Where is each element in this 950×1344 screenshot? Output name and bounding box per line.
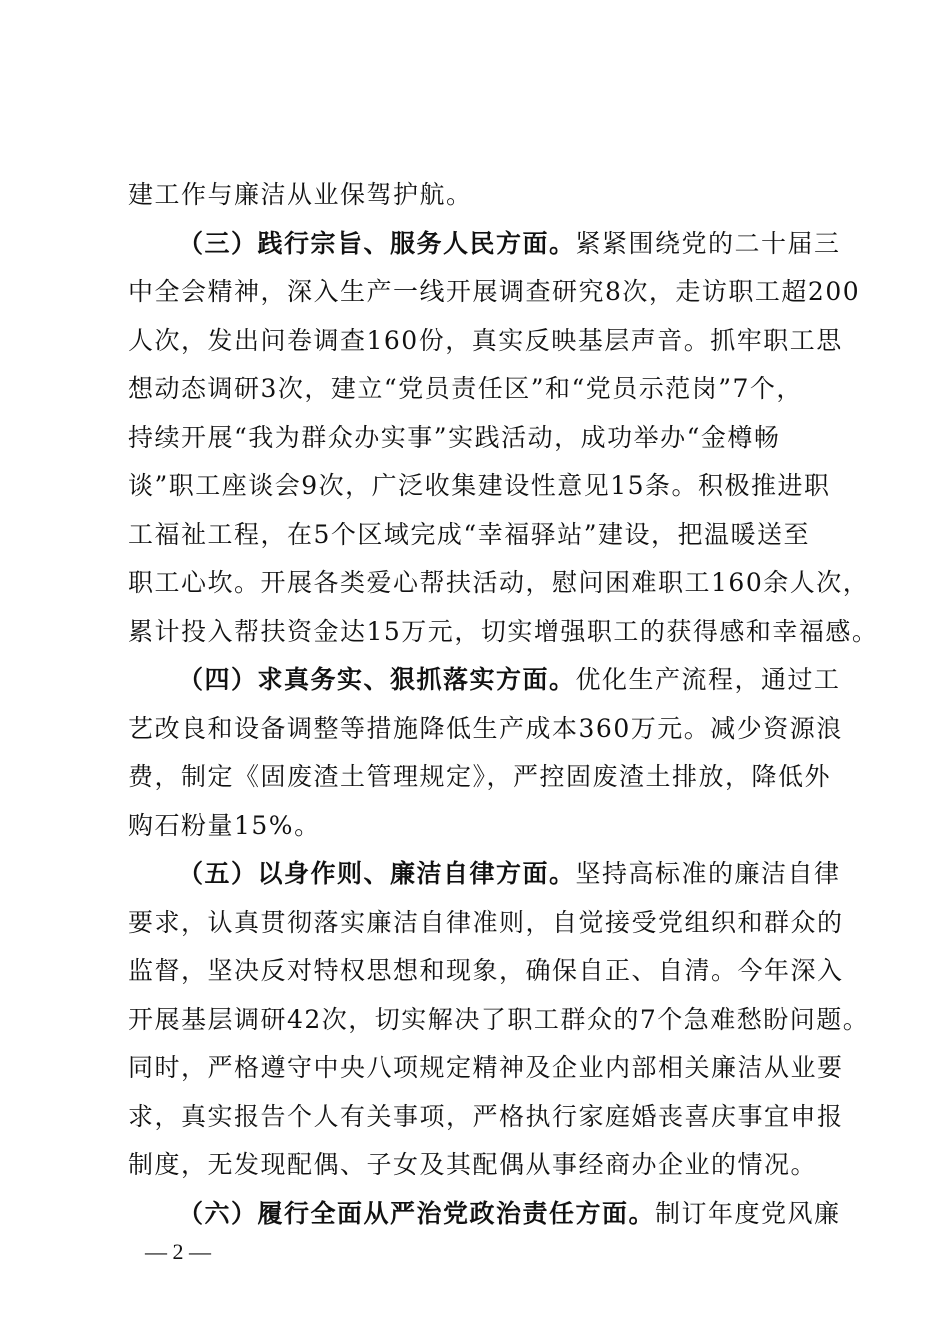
line-text: 紧紧围绕党的二十届三 <box>575 229 841 258</box>
line-text: 建工作与廉洁从业保驾护航。 <box>128 180 473 209</box>
line-text: 持续开展“我为群众办实事”实践活动，成功举办“金樽畅 <box>128 423 781 452</box>
text-line-18 <box>128 1005 869 1035</box>
section-heading-4: （四）求真务实、狠抓落实方面。 <box>178 665 576 694</box>
line-text: 制订年度党风廉 <box>655 1199 841 1228</box>
line-text: 开展基层调研42次，切实解决了职工群众的7个急难愁盼问题。 <box>128 1005 870 1034</box>
line-text: 优化生产流程，通过工 <box>575 665 841 694</box>
text-line-4 <box>128 326 843 356</box>
line-text: 求，真实报告个人有关事项，严格执行家庭婚丧喜庆事宜申报 <box>128 1102 844 1131</box>
page-number: — 2 — <box>145 1239 211 1264</box>
line-text: 人次，发出问卷调查160份，真实反映基层声音。抓牢职工思 <box>128 326 843 355</box>
line-text: 要求，认真贯彻落实廉洁自律准则，自觉接受党组织和群众的 <box>128 908 844 937</box>
text-line-22 <box>178 1199 841 1229</box>
line-text: 职工心坎。开展各类爱心帮扶活动，慰问困难职工160余人次， <box>128 568 870 597</box>
text-line-2 <box>178 229 841 259</box>
line-text: 制度，无发现配偶、子女及其配偶从事经商办企业的情况。 <box>128 1150 818 1179</box>
line-text: 坚持高标准的廉洁自律 <box>575 859 841 888</box>
line-text: 谈”职工座谈会9次，广泛收集建设性意见15条。积极推进职 <box>128 471 831 500</box>
line-text: 累计投入帮扶资金达15万元，切实增强职工的获得感和幸福感。 <box>128 617 879 646</box>
text-line-15 <box>178 859 841 889</box>
line-text: 艺改良和设备调整等措施降低生产成本360万元。减少资源浪 <box>128 714 843 743</box>
text-line-19 <box>128 1053 844 1083</box>
text-line-6 <box>128 423 780 453</box>
text-line-3 <box>128 277 860 307</box>
section-heading-5: （五）以身作则、廉洁自律方面。 <box>178 859 576 888</box>
text-line-12 <box>128 714 843 744</box>
section-heading-6: （六）履行全面从严治党政治责任方面。 <box>178 1199 656 1228</box>
line-text: 同时，严格遵守中央八项规定精神及企业内部相关廉洁从业要 <box>128 1053 844 1082</box>
text-line-9 <box>128 568 869 598</box>
text-line-20 <box>128 1102 844 1132</box>
line-text: 购石粉量15%。 <box>128 811 321 840</box>
line-text: 工福祉工程，在5个区域完成“幸福驿站”建设，把温暖送至 <box>128 520 810 549</box>
line-text: 监督，坚决反对特权思想和现象，确保自正、自清。今年深入 <box>128 956 844 985</box>
text-line-16 <box>128 908 844 938</box>
section-heading-3: （三）践行宗旨、服务人民方面。 <box>178 229 576 258</box>
text-line-17 <box>128 956 844 986</box>
line-text: 费，制定《固废渣土管理规定》，严控固废渣土排放，降低外 <box>128 762 832 791</box>
text-line-10 <box>128 617 878 647</box>
text-line-5 <box>128 374 803 404</box>
line-text: 中全会精神，深入生产一线开展调查研究8次，走访职工超200 <box>128 277 861 306</box>
text-line-7 <box>128 471 831 501</box>
text-line-1 <box>128 180 473 210</box>
line-text: 想动态调研3次，建立“党员责任区”和“党员示范岗”7个， <box>128 374 803 403</box>
text-line-11 <box>178 665 841 695</box>
text-line-14 <box>128 811 321 841</box>
text-line-8 <box>128 520 810 550</box>
text-line-13 <box>128 762 831 792</box>
text-line-21 <box>128 1150 817 1180</box>
